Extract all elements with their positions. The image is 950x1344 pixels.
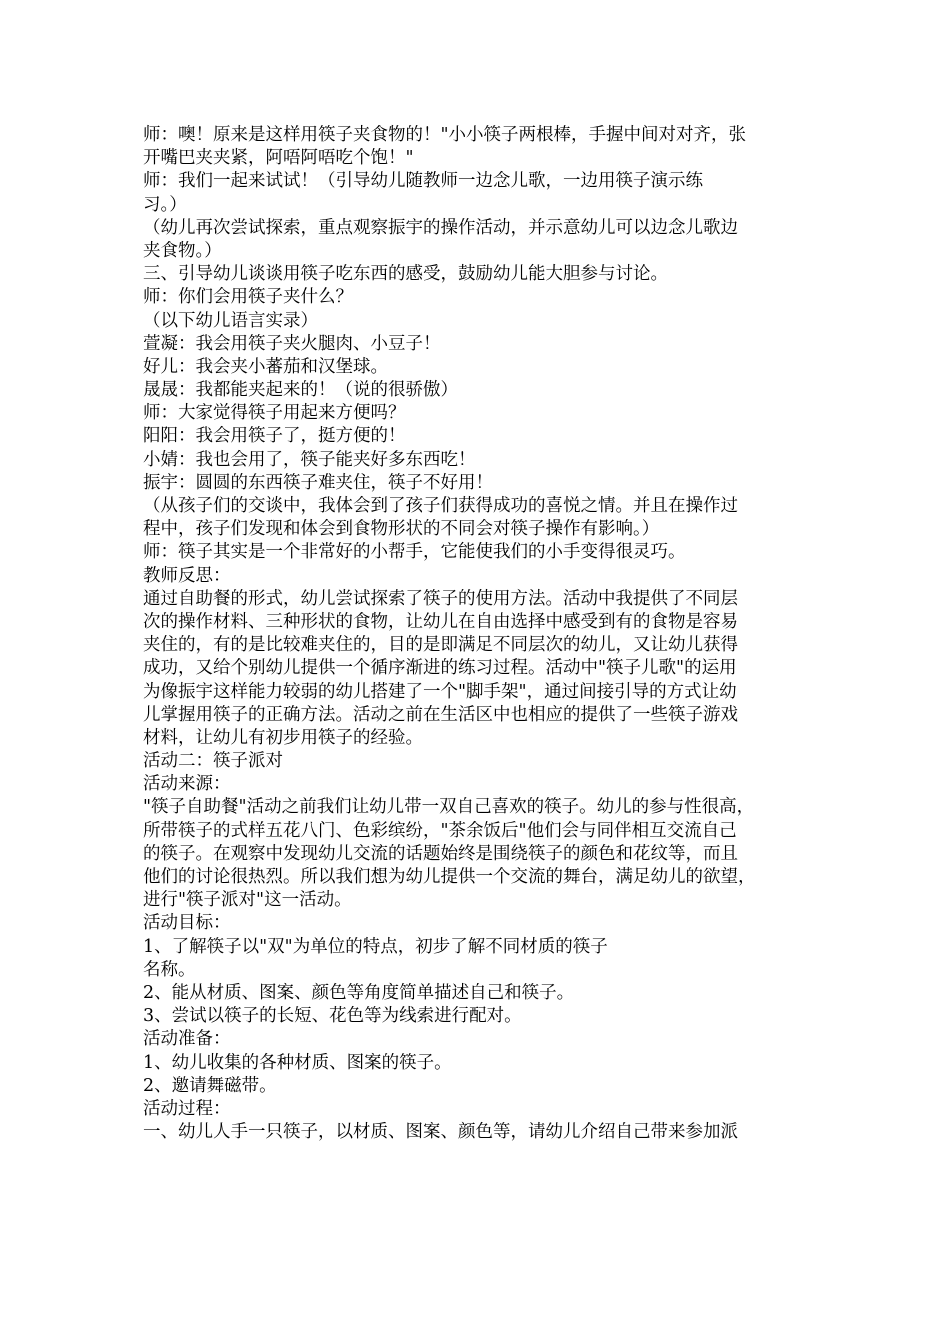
text-line: 次的操作材料、三种形状的食物，让幼儿在自由选择中感受到有的食物是容易 xyxy=(143,611,738,632)
text-line: 名称。 xyxy=(143,959,196,980)
text-line: 成功，又给个别幼儿提供一个循序渐进的练习过程。活动中"筷子儿歌"的运用 xyxy=(143,658,737,679)
text-line: 儿掌握用筷子的正确方法。活动之前在生活区中也相应的提供了一些筷子游戏 xyxy=(143,704,738,725)
text-line: 晟晟：我都能夹起来的！（说的很骄傲） xyxy=(143,380,458,401)
section-heading: 教师反思： xyxy=(143,565,231,586)
list-item: 2、邀请舞磁带。 xyxy=(143,1075,277,1096)
text-line: 程中，孩子们发现和体会到食物形状的不同会对筷子操作有影响。） xyxy=(143,519,660,540)
text-line: 振宇：圆圆的东西筷子难夹住，筷子不好用！ xyxy=(143,472,493,493)
text-line: （幼儿再次尝试探索，重点观察振宇的操作活动，并示意幼儿可以边念儿歌边 xyxy=(143,217,738,238)
text-line: 为像振宇这样能力较弱的幼儿搭建了一个"脚手架"，通过间接引导的方式让幼 xyxy=(143,681,737,702)
text-line: 夹食物。） xyxy=(143,240,222,261)
list-item: 2、能从材质、图案、颜色等角度简单描述自己和筷子。 xyxy=(143,982,575,1003)
list-item: 3、尝试以筷子的长短、花色等为线索进行配对。 xyxy=(143,1006,522,1027)
text-line: 好儿：我会夹小蕃茄和汉堡球。 xyxy=(143,356,388,377)
text-line: 材料，让幼儿有初步用筷子的经验。 xyxy=(143,727,423,748)
text-line: 开嘴巴夹夹紧，阿唔阿唔吃个饱！" xyxy=(143,148,414,169)
text-line: 夹住的，有的是比较难夹住的，目的是即满足不同层次的幼儿，又让幼儿获得 xyxy=(143,635,738,656)
text-line: （从孩子们的交谈中，我体会到了孩子们获得成功的喜悦之情。并且在操作过 xyxy=(143,496,738,516)
text-line: 他们的讨论很热烈。所以我们想为幼儿提供一个交流的舞台，满足幼儿的欲望， xyxy=(143,867,756,887)
section-heading: 活动准备： xyxy=(143,1029,231,1050)
text-line: 师：你们会用筷子夹什么？ xyxy=(143,287,353,308)
text-line: 习。） xyxy=(143,194,187,215)
text-line: （以下幼儿语言实录） xyxy=(143,310,318,331)
text-line: 阳阳：我会用筷子了，挺方便的！ xyxy=(143,426,406,447)
text-line: 师：筷子其实是一个非常好的小帮手，它能使我们的小手变得很灵巧。 xyxy=(143,542,686,563)
text-line: "筷子自助餐"活动之前我们让幼儿带一双自己喜欢的筷子。幼儿的参与性很高， xyxy=(143,797,755,818)
text-line: 一、幼儿人手一只筷子，以材质、图案、颜色等，请幼儿介绍自己带来参加派 xyxy=(143,1122,738,1143)
list-item: 1、了解筷子以"双"为单位的特点，初步了解不同材质的筷子 xyxy=(143,936,608,957)
text-line: 师：我们一起来试试！（引导幼儿随教师一边念儿歌，一边用筷子演示练 xyxy=(143,171,703,192)
text-line: 通过自助餐的形式，幼儿尝试探索了筷子的使用方法。活动中我提供了不同层 xyxy=(143,588,738,609)
text-line: 小婧：我也会用了，筷子能夹好多东西吃！ xyxy=(143,449,476,470)
text-line: 三、引导幼儿谈谈用筷子吃东西的感受，鼓励幼儿能大胆参与讨论。 xyxy=(143,264,668,285)
section-heading: 活动过程： xyxy=(143,1098,231,1119)
text-line: 所带筷子的式样五花八门、色彩缤纷，"茶余饭后"他们会与同伴相互交流自己 xyxy=(143,820,737,841)
section-heading: 活动目标： xyxy=(143,913,231,934)
list-item: 1、幼儿收集的各种材质、图案的筷子。 xyxy=(143,1052,452,1073)
section-heading: 活动来源： xyxy=(143,774,231,795)
document-body xyxy=(143,124,813,1144)
text-line: 师：大家觉得筷子用起来方便吗？ xyxy=(143,403,406,424)
text-line: 萱凝：我会用筷子夹火腿肉、小豆子！ xyxy=(143,333,441,354)
text-line: 的筷子。在观察中发现幼儿交流的话题始终是围绕筷子的颜色和花纹等，而且 xyxy=(143,843,738,864)
text-line: 进行"筷子派对"这一活动。 xyxy=(143,890,352,911)
text-line: 师：噢！原来是这样用筷子夹食物的！"小小筷子两根棒，手握中间对对齐，张 xyxy=(143,125,747,145)
section-heading: 活动二：筷子派对 xyxy=(143,751,283,772)
